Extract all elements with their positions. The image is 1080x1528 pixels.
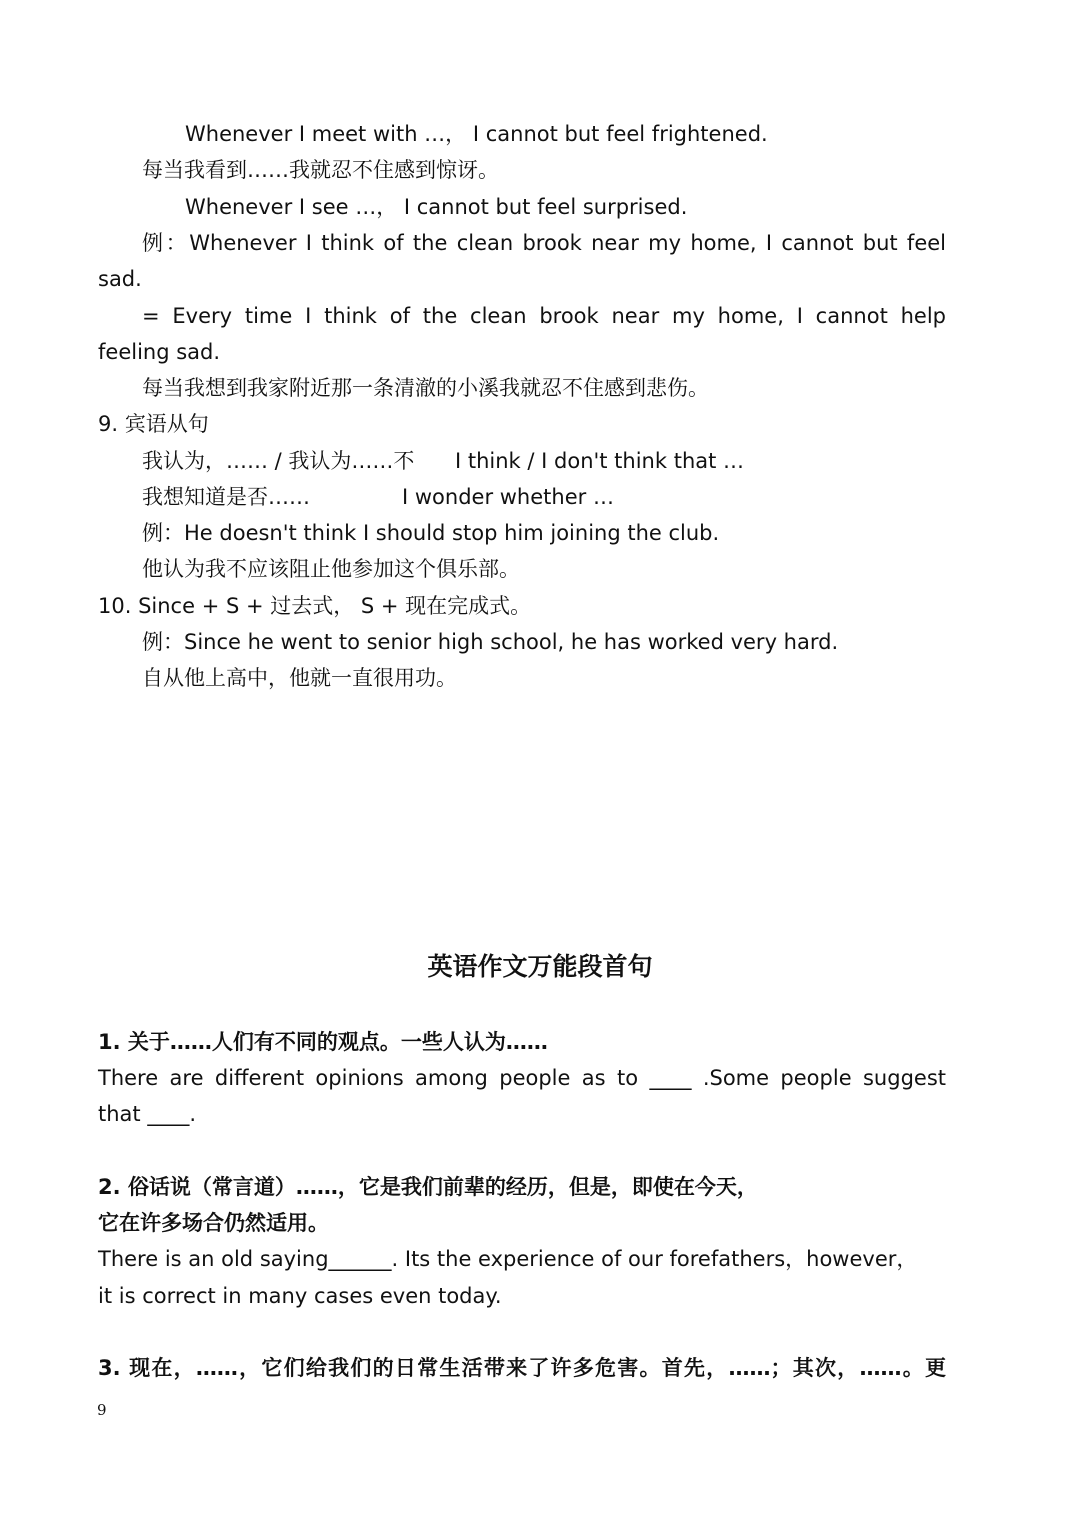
page-number: 9 [97, 1401, 107, 1419]
text-line: I think / I don't think that … [455, 449, 745, 473]
text-line: Whenever I meet with …， I cannot but feel frightened. [185, 122, 768, 146]
text-line: There are different opinions among people as to ____ .Some people suggest [98, 1066, 946, 1090]
text-line: 例：Whenever I think of the clean brook near my home, I cannot but feel [142, 231, 946, 255]
text-line: There is an old saying______. Its the experience of our forefathers，however， [98, 1247, 918, 1271]
text-line: it is correct in many cases even today. [98, 1284, 502, 1308]
paragraph-heading: 2. 俗话说（常言道）……，它是我们前辈的经历，但是，即使在今天， [98, 1175, 758, 1199]
text-line: 自从他上高中，他就一直很用功。 [142, 666, 457, 690]
paragraph-heading: 它在许多场合仍然适用。 [98, 1211, 329, 1235]
text-line: that ____. [98, 1102, 196, 1126]
text-line: = Every time I think of the clean brook near my home, I cannot help [142, 304, 946, 328]
item-heading: 10. Since + S + 过去式， S + 现在完成式。 [98, 594, 532, 618]
text-line: 例：Since he went to senior high school, he has worked very hard. [142, 630, 839, 654]
text-line: I wonder whether … [402, 485, 614, 509]
text-line: Whenever I see …， I cannot but feel surprised. [185, 195, 688, 219]
text-line: 我想知道是否…… [142, 485, 310, 509]
paragraph-heading: 3. 现在，……，它们给我们的日常生活带来了许多危害。首先，……；其次，……。更 [98, 1356, 946, 1380]
item-heading: 9. 宾语从句 [98, 412, 209, 436]
text-line: 每当我想到我家附近那一条清澈的小溪我就忍不住感到悲伤。 [142, 376, 709, 400]
text-line: feeling sad. [98, 340, 221, 364]
text-line: sad. [98, 267, 142, 291]
text-line: 我认为，…… / 我认为……不 [142, 449, 415, 473]
text-line: 例：He doesn't think I should stop him joining the club. [142, 521, 720, 545]
text-line: 他认为我不应该阻止他参加这个俱乐部。 [142, 557, 520, 581]
paragraph-heading: 1. 关于……人们有不同的观点。一些人认为…… [98, 1030, 548, 1054]
text-line: 每当我看到……我就忍不住感到惊讶。 [142, 158, 499, 182]
section-title: 英语作文万能段首句 [427, 952, 653, 981]
